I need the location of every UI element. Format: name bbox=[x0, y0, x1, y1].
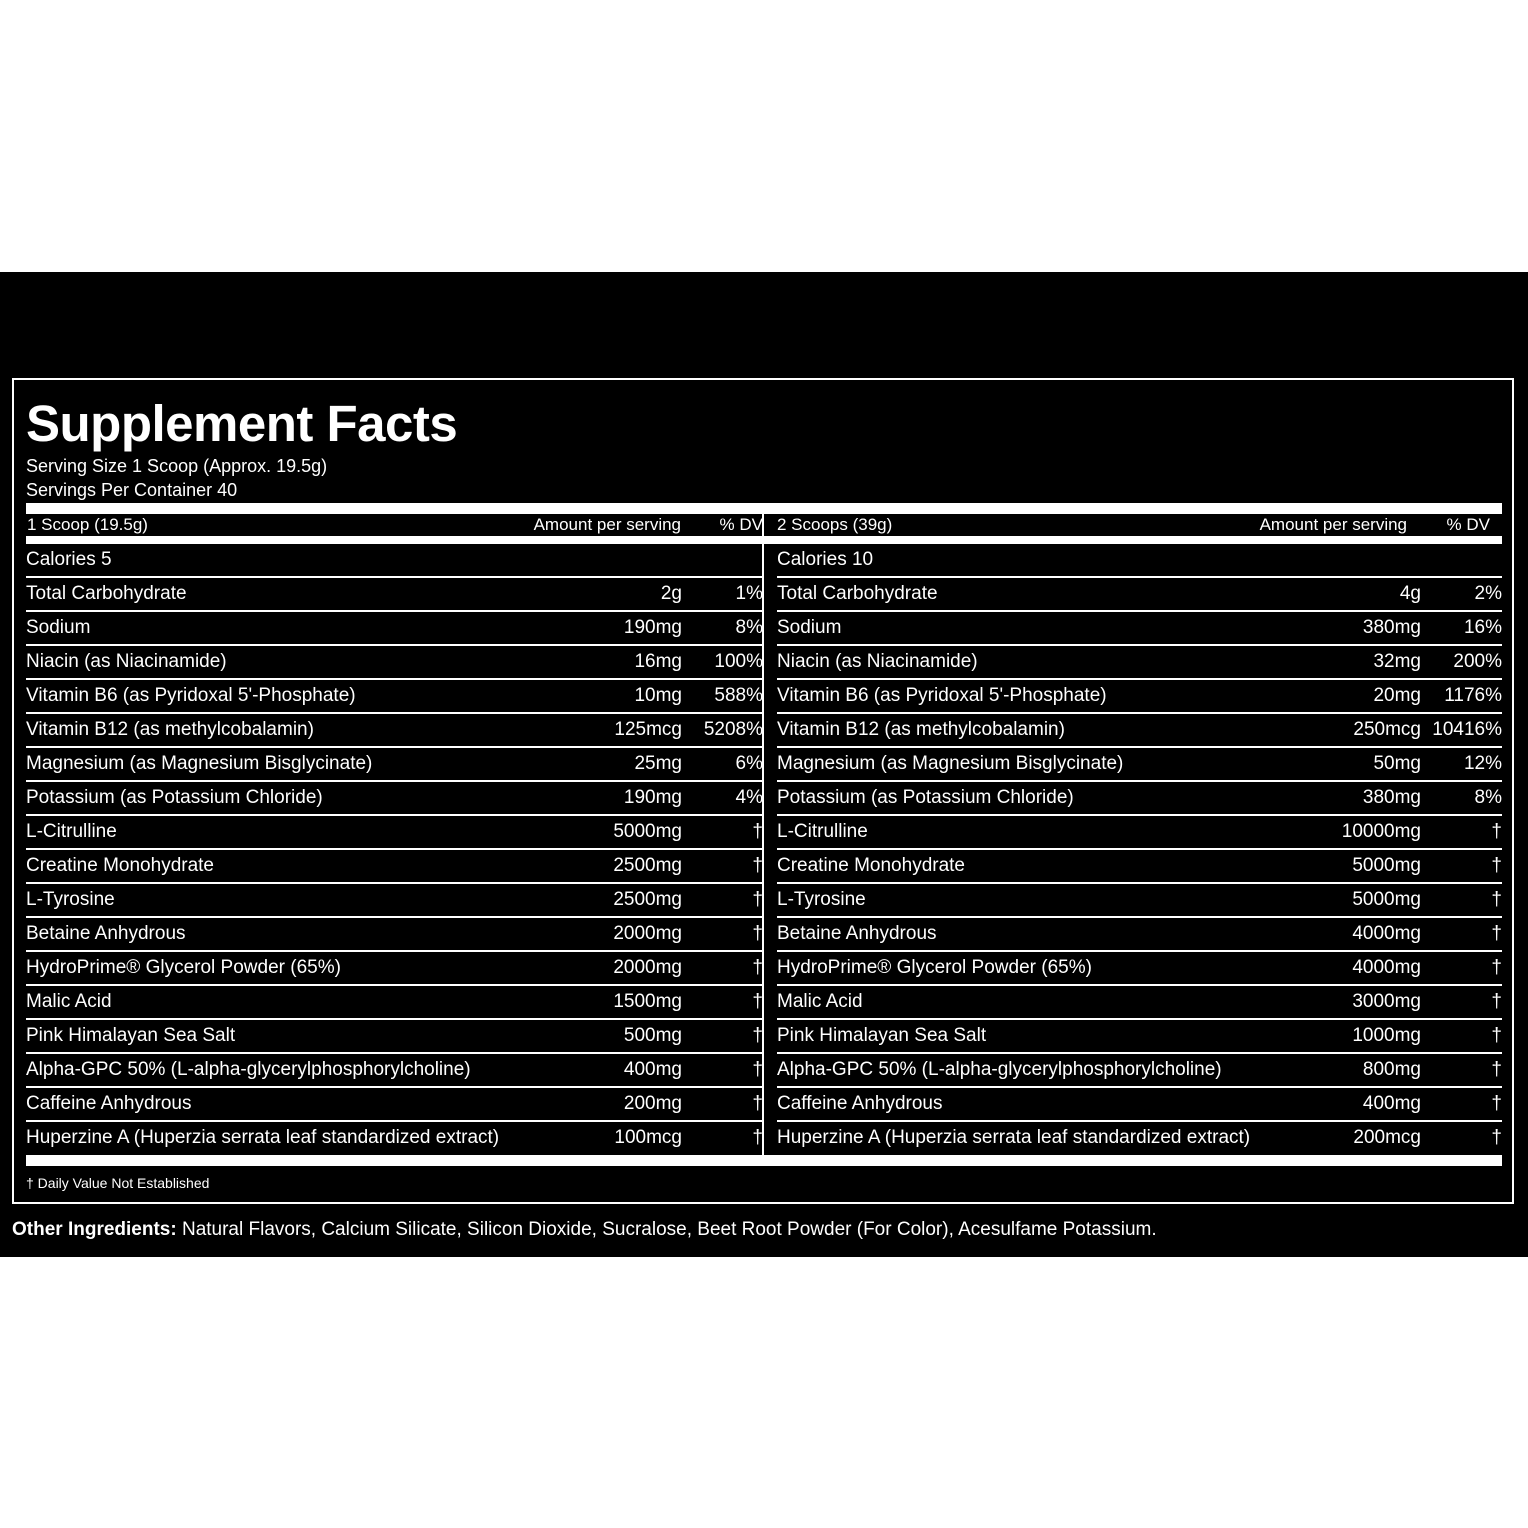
nutrient-dv: † bbox=[752, 889, 763, 910]
amount-header: Amount per serving bbox=[1259, 515, 1407, 534]
nutrient-name: Pink Himalayan Sea Salt bbox=[777, 1025, 987, 1046]
nutrient-dv: 5208% bbox=[703, 719, 763, 740]
nutrient-name: L-Tyrosine bbox=[26, 889, 115, 910]
nutrient-name: Niacin (as Niacinamide) bbox=[777, 651, 978, 672]
nutrient-dv: † bbox=[752, 1025, 763, 1046]
serving-label: 2 Scoops (39g) bbox=[777, 515, 893, 534]
nutrient-row bbox=[777, 850, 1502, 884]
nutrient-row bbox=[26, 612, 763, 646]
nutrient-dv: 2% bbox=[1474, 583, 1502, 604]
nutrient-name: Betaine Anhydrous bbox=[26, 923, 186, 944]
nutrient-row bbox=[777, 612, 1502, 646]
nutrient-name: Alpha-GPC 50% (L-alpha-glycerylphosphorylcholine) bbox=[26, 1059, 471, 1080]
nutrient-name: Total Carbohydrate bbox=[777, 583, 938, 604]
nutrient-amount: 2500mg bbox=[613, 889, 682, 910]
nutrient-amount: 400mg bbox=[1362, 1093, 1421, 1114]
nutrient-amount: 20mg bbox=[1373, 685, 1421, 706]
column-header bbox=[765, 514, 1502, 536]
nutrient-dv: † bbox=[1491, 1127, 1502, 1148]
nutrient-amount: 380mg bbox=[1362, 617, 1421, 638]
nutrient-dv: † bbox=[1491, 923, 1502, 944]
nutrient-dv: † bbox=[1491, 1059, 1502, 1080]
nutrient-dv: 8% bbox=[735, 617, 763, 638]
nutrient-name: Magnesium (as Magnesium Bisglycinate) bbox=[777, 753, 1124, 774]
nutrient-amount: 125mcg bbox=[614, 719, 682, 740]
nutrient-name: Caffeine Anhydrous bbox=[26, 1093, 192, 1114]
nutrient-row bbox=[777, 748, 1502, 782]
nutrient-row bbox=[777, 1088, 1502, 1122]
nutrient-name: HydroPrime® Glycerol Powder (65%) bbox=[26, 957, 341, 978]
nutrient-amount: 200mg bbox=[623, 1093, 682, 1114]
nutrient-dv: † bbox=[752, 957, 763, 978]
nutrient-amount: 500mg bbox=[623, 1025, 682, 1046]
nutrient-dv: † bbox=[1491, 889, 1502, 910]
nutrient-dv: 12% bbox=[1463, 753, 1502, 774]
nutrient-row bbox=[26, 1088, 763, 1122]
calories-row bbox=[777, 544, 1502, 578]
nutrient-name: Sodium bbox=[777, 617, 842, 638]
nutrient-row bbox=[26, 1020, 763, 1054]
nutrient-name: Vitamin B6 (as Pyridoxal 5'-Phosphate) bbox=[26, 685, 356, 706]
nutrient-name: L-Tyrosine bbox=[777, 889, 866, 910]
calories-row bbox=[26, 544, 763, 578]
nutrient-amount: 32mg bbox=[1373, 651, 1421, 672]
thick-rule-bottom bbox=[26, 1155, 1502, 1166]
nutrient-amount: 5000mg bbox=[1352, 889, 1421, 910]
servings-per-container: Servings Per Container 40 bbox=[26, 480, 238, 500]
nutrient-dv: 1% bbox=[735, 583, 763, 604]
nutrient-name: Niacin (as Niacinamide) bbox=[26, 651, 227, 672]
nutrient-row bbox=[26, 646, 763, 680]
nutrient-row bbox=[26, 680, 763, 714]
nutrient-name: Creatine Monohydrate bbox=[26, 855, 214, 876]
nutrient-name: Magnesium (as Magnesium Bisglycinate) bbox=[26, 753, 373, 774]
nutrient-row bbox=[777, 714, 1502, 748]
nutrient-amount: 190mg bbox=[623, 787, 682, 808]
nutrient-row bbox=[777, 952, 1502, 986]
nutrient-dv: † bbox=[1491, 1093, 1502, 1114]
nutrient-row bbox=[777, 1054, 1502, 1088]
nutrient-amount: 100mcg bbox=[614, 1127, 682, 1148]
nutrient-name: Potassium (as Potassium Chloride) bbox=[26, 787, 323, 808]
nutrient-name: Malic Acid bbox=[26, 991, 112, 1012]
nutrient-amount: 4000mg bbox=[1352, 923, 1421, 944]
nutrient-amount: 16mg bbox=[634, 651, 682, 672]
serving-size: Serving Size 1 Scoop (Approx. 19.5g) bbox=[26, 456, 328, 476]
dv-header: % DV bbox=[719, 515, 763, 534]
nutrient-dv: 100% bbox=[714, 651, 763, 672]
nutrient-name: Caffeine Anhydrous bbox=[777, 1093, 943, 1114]
calories-label: Calories 10 bbox=[777, 549, 874, 570]
nutrient-name: Vitamin B12 (as methylcobalamin) bbox=[777, 719, 1065, 740]
nutrient-amount: 2500mg bbox=[613, 855, 682, 876]
nutrient-row bbox=[26, 918, 763, 952]
nutrient-amount: 250mcg bbox=[1353, 719, 1421, 740]
nutrient-dv: † bbox=[1491, 855, 1502, 876]
nutrient-amount: 10000mg bbox=[1341, 821, 1421, 842]
nutrient-amount: 5000mg bbox=[1352, 855, 1421, 876]
nutrient-row bbox=[777, 986, 1502, 1020]
nutrient-amount: 4000mg bbox=[1352, 957, 1421, 978]
nutrient-rows bbox=[777, 544, 1502, 1154]
nutrient-name: Vitamin B12 (as methylcobalamin) bbox=[26, 719, 314, 740]
facts-title: Supplement Facts bbox=[26, 395, 458, 452]
nutrient-name: L-Citrulline bbox=[777, 821, 868, 842]
nutrient-row bbox=[26, 748, 763, 782]
nutrient-dv: † bbox=[752, 1093, 763, 1114]
nutrient-row bbox=[26, 1122, 763, 1154]
serving-label: 1 Scoop (19.5g) bbox=[27, 515, 148, 534]
nutrient-amount: 2000mg bbox=[613, 957, 682, 978]
nutrient-name: Pink Himalayan Sea Salt bbox=[26, 1025, 236, 1046]
other-ingredients-text: Natural Flavors, Calcium Silicate, Silicon Dioxide, Sucralose, Beet Root Powder (For Color), Acesulfame Potassium. bbox=[176, 1219, 1157, 1240]
nutrient-name: Huperzine A (Huperzia serrata leaf standardized extract) bbox=[777, 1127, 1251, 1148]
nutrient-row bbox=[26, 1054, 763, 1088]
nutrient-dv: 8% bbox=[1474, 787, 1502, 808]
calories-label: Calories 5 bbox=[26, 549, 112, 570]
nutrient-row bbox=[777, 816, 1502, 850]
thick-rule-top bbox=[26, 503, 1502, 514]
nutrient-amount: 2000mg bbox=[613, 923, 682, 944]
nutrient-dv: † bbox=[1491, 821, 1502, 842]
nutrient-dv: 4% bbox=[735, 787, 763, 808]
nutrient-row bbox=[777, 884, 1502, 918]
nutrient-dv: † bbox=[1491, 991, 1502, 1012]
nutrient-amount: 200mcg bbox=[1353, 1127, 1421, 1148]
nutrient-dv: 10416% bbox=[1432, 719, 1502, 740]
nutrient-name: Potassium (as Potassium Chloride) bbox=[777, 787, 1074, 808]
nutrient-dv: 1176% bbox=[1444, 685, 1502, 706]
nutrient-row bbox=[26, 578, 763, 612]
nutrient-dv: 588% bbox=[714, 685, 763, 706]
other-ingredients bbox=[12, 1218, 1157, 1242]
nutrient-amount: 5000mg bbox=[613, 821, 682, 842]
nutrient-dv: 200% bbox=[1453, 651, 1502, 672]
nutrient-name: Huperzine A (Huperzia serrata leaf standardized extract) bbox=[26, 1127, 500, 1148]
nutrient-name: L-Citrulline bbox=[26, 821, 117, 842]
nutrient-row bbox=[777, 782, 1502, 816]
nutrient-dv: † bbox=[752, 855, 763, 876]
nutrient-rows bbox=[26, 544, 763, 1154]
nutrient-row bbox=[26, 816, 763, 850]
nutrient-dv: 16% bbox=[1463, 617, 1502, 638]
nutrient-row bbox=[777, 646, 1502, 680]
amount-header: Amount per serving bbox=[533, 515, 681, 534]
nutrient-dv: † bbox=[752, 923, 763, 944]
nutrient-name: Malic Acid bbox=[777, 991, 863, 1012]
nutrient-amount: 3000mg bbox=[1352, 991, 1421, 1012]
nutrient-dv: † bbox=[1491, 1025, 1502, 1046]
dv-header: % DV bbox=[1446, 515, 1490, 534]
nutrient-amount: 25mg bbox=[634, 753, 682, 774]
nutrient-row bbox=[777, 918, 1502, 952]
nutrient-name: Vitamin B6 (as Pyridoxal 5'-Phosphate) bbox=[777, 685, 1107, 706]
nutrient-row bbox=[26, 782, 763, 816]
other-ingredients-label: Other Ingredients: bbox=[12, 1219, 177, 1240]
nutrient-row bbox=[26, 714, 763, 748]
nutrient-amount: 2g bbox=[660, 583, 682, 604]
nutrient-amount: 10mg bbox=[634, 685, 682, 706]
nutrient-dv: 6% bbox=[735, 753, 763, 774]
nutrient-dv: † bbox=[752, 991, 763, 1012]
nutrient-dv: † bbox=[752, 1059, 763, 1080]
nutrient-amount: 190mg bbox=[623, 617, 682, 638]
nutrient-amount: 400mg bbox=[623, 1059, 682, 1080]
nutrient-name: HydroPrime® Glycerol Powder (65%) bbox=[777, 957, 1092, 978]
nutrient-name: Alpha-GPC 50% (L-alpha-glycerylphosphorylcholine) bbox=[777, 1059, 1222, 1080]
nutrient-dv: † bbox=[752, 1127, 763, 1148]
nutrient-row bbox=[777, 680, 1502, 714]
nutrient-amount: 380mg bbox=[1362, 787, 1421, 808]
nutrient-row bbox=[777, 578, 1502, 612]
column-header bbox=[26, 514, 763, 536]
column-one-scoop bbox=[26, 514, 763, 1148]
nutrient-amount: 4g bbox=[1399, 583, 1421, 604]
column-two-scoops bbox=[765, 514, 1502, 1148]
nutrient-name: Betaine Anhydrous bbox=[777, 923, 937, 944]
nutrient-row bbox=[26, 850, 763, 884]
nutrient-name: Total Carbohydrate bbox=[26, 583, 187, 604]
nutrient-row bbox=[777, 1020, 1502, 1054]
nutrient-dv: † bbox=[1491, 957, 1502, 978]
nutrient-row bbox=[26, 986, 763, 1020]
nutrient-row bbox=[777, 1122, 1502, 1154]
nutrient-amount: 50mg bbox=[1373, 753, 1421, 774]
thick-rule-header bbox=[26, 536, 1502, 544]
dv-footnote: † Daily Value Not Established bbox=[26, 1175, 210, 1191]
nutrient-name: Sodium bbox=[26, 617, 91, 638]
nutrient-amount: 1500mg bbox=[613, 991, 682, 1012]
nutrient-amount: 1000mg bbox=[1352, 1025, 1421, 1046]
nutrient-name: Creatine Monohydrate bbox=[777, 855, 965, 876]
flavor-name: RED GUMMY FISH bbox=[12, 312, 246, 352]
nutrient-dv: † bbox=[752, 821, 763, 842]
nutrient-row bbox=[26, 952, 763, 986]
nutrient-row bbox=[26, 884, 763, 918]
nutrient-amount: 800mg bbox=[1362, 1059, 1421, 1080]
